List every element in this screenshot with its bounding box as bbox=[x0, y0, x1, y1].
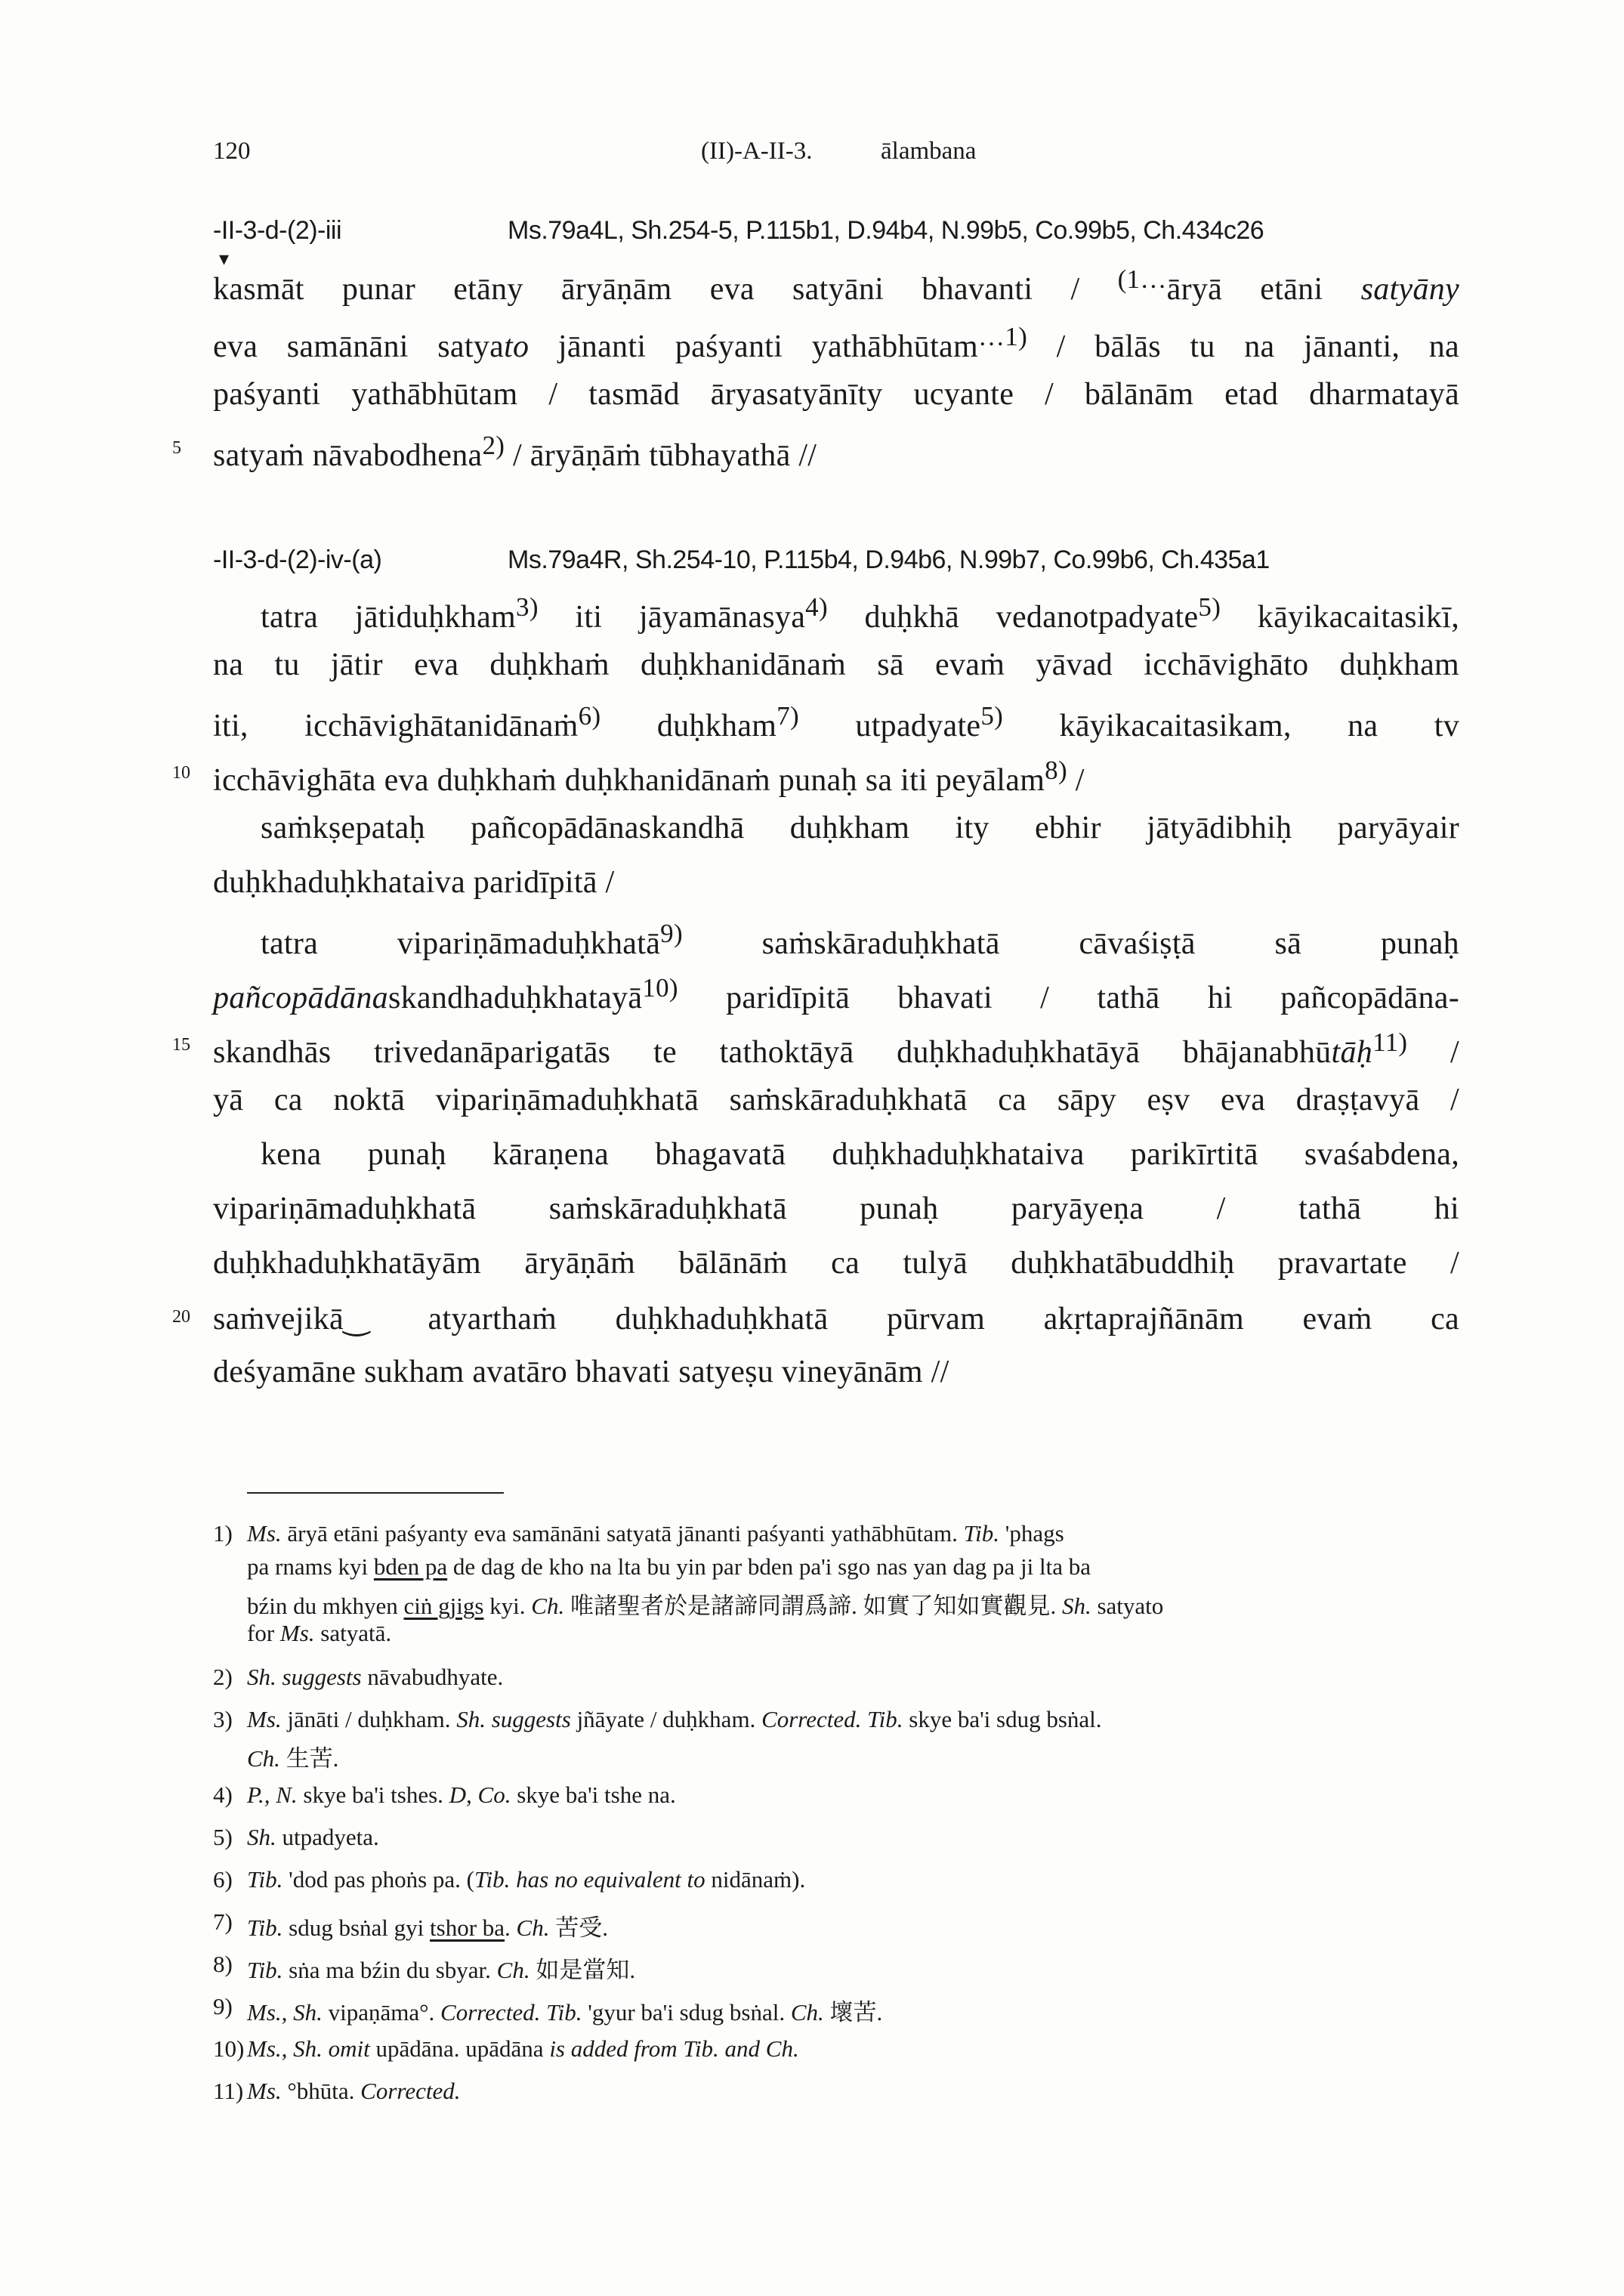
section-id: -II-3-d-(2)-iii bbox=[213, 216, 342, 245]
text-line: paśyanti yathābhūtam / tasmād āryasatyānīty ucyante / bālānām etad dharmatayā bbox=[213, 377, 1459, 412]
running-title: (II)-A-II-3. bbox=[701, 138, 813, 165]
footnote-number: 7) bbox=[213, 1908, 233, 1935]
text-line: tatra vipariṇāmaduḥkhatā$^{9)}$ saṁskāraduḥkhatā cāvaśiṣṭā sā punaḥ bbox=[261, 919, 1459, 961]
text-line: saṁkṣepataḥ pañcopādānaskandhā duḥkham ity ebhir jātyādibhiḥ paryāyair bbox=[261, 811, 1459, 845]
footnote-line: P., N. skye ba'i tshes. D, Co. skye ba'i tshe na. bbox=[247, 1781, 676, 1808]
text-line: iti, icchāvighātanidānaṁ$^{6)}$ duḥkham$^{7)}$ utpadyate$^{5)}$ kāyikacaitasikam, na tv bbox=[213, 701, 1459, 743]
page-number: 120 bbox=[213, 138, 251, 165]
text-line: na tu jātir eva duḥkhaṁ duḥkhanidānaṁ sā evaṁ yāvad icchāvighāto duḥkham bbox=[213, 647, 1459, 682]
footnote-rule bbox=[247, 1492, 504, 1494]
footnote-line: pa rnams kyi bden pa de dag de kho na lta bu yin par bden pa'i sgo nas yan dag pa ji lta ba bbox=[247, 1553, 1091, 1580]
text-line: kena punaḥ kāraṇena bhagavatā duḥkhaduḥkhataiva parikīrtitā svaśabdena, bbox=[261, 1137, 1459, 1172]
line-number: 15 bbox=[172, 1035, 190, 1055]
footnote-number: 4) bbox=[213, 1781, 233, 1808]
footnote-line: Sh. utpadyeta. bbox=[247, 1824, 379, 1850]
text-line: kasmāt punar etāny āryāṇām eva satyāni bhavanti / $^{(1\dots}$āryā etāni satyāny bbox=[213, 264, 1459, 307]
footnote-line: Tib. sṅa ma bźin du sbyar. Ch. 如是當知. bbox=[247, 1957, 636, 1983]
footnote-number: 2) bbox=[213, 1664, 233, 1690]
text-line: skandhās trivedanāparigatās te tathoktāyā duḥkhaduḥkhatāyā bhājanabhūtāḥ$^{11)}$ / bbox=[213, 1027, 1459, 1070]
footnote-line: Ch. 生苦. bbox=[247, 1745, 339, 1772]
line-number: 20 bbox=[172, 1307, 190, 1327]
footnote-line: Tib. 'dod pas phoṅs pa. (Tib. has no equivalent to nidānaṁ). bbox=[247, 1866, 806, 1893]
sigla-mark: ▾ bbox=[219, 248, 230, 270]
text-line: icchāvighāta eva duḥkhaṁ duḥkhanidānaṁ punaḥ sa iti peyālam$^{8)}$ / bbox=[213, 756, 1085, 798]
footnote-line: Ms. °bhūta. Corrected. bbox=[247, 2078, 461, 2104]
section-refs: Ms.79a4R, Sh.254-10, P.115b4, D.94b6, N.99b7, Co.99b6, Ch.435a1 bbox=[508, 545, 1270, 574]
text-line: vipariṇāmaduḥkhatā saṁskāraduḥkhatā punaḥ paryāyeṇa / tathā hi bbox=[213, 1191, 1459, 1226]
text-line: deśyamāne sukham avatāro bhavati satyeṣu vineyānām // bbox=[213, 1355, 949, 1389]
footnote-line: Ms. jānāti / duḥkham. Sh. suggests jñāyate / duḥkham. Corrected. Tib. skye ba'i sdug bsṅal. bbox=[247, 1706, 1102, 1732]
footnote-number: 10) bbox=[213, 2035, 245, 2062]
footnote-number: 5) bbox=[213, 1824, 233, 1850]
text-line: eva samānāni satyato jānanti paśyanti yathābhūtam$^{\dots 1)}$ / bālās tu na jānanti, na bbox=[213, 322, 1460, 364]
section-refs: Ms.79a4L, Sh.254-5, P.115b1, D.94b4, N.99b5, Co.99b5, Ch.434c26 bbox=[508, 216, 1264, 245]
text-line: saṁvejikā‿ atyarthaṁ duḥkhaduḥkhatā pūrvam akṛtaprajñānām evaṁ ca bbox=[213, 1302, 1459, 1337]
text-line: yā ca noktā vipariṇāmaduḥkhatā saṁskāraduḥkhatā ca sāpy eṣv eva draṣṭavyā / bbox=[213, 1083, 1459, 1117]
text-line: satyaṁ nāvabodhena$^{2)}$ / āryāṇāṁ tūbhayathā // bbox=[213, 431, 817, 473]
running-subject: ālambana bbox=[881, 138, 977, 165]
footnote-line: bźin du mkhyen ciṅ gjigs kyi. Ch. 唯諸聖者於是諸諦同謂爲諦. 如實了知如實觀見. Sh. satyato bbox=[247, 1593, 1164, 1619]
footnote-line: for Ms. satyatā. bbox=[247, 1620, 392, 1646]
footnote-line: Tib. sdug bsṅal gyi tshor ba. Ch. 苦受. bbox=[247, 1914, 608, 1941]
section-id: -II-3-d-(2)-iv-(a) bbox=[213, 545, 382, 574]
line-number: 5 bbox=[172, 438, 181, 458]
text-line: duḥkhaduḥkhataiva paridīpitā / bbox=[213, 865, 615, 900]
footnote-number: 9) bbox=[213, 1993, 233, 2019]
footnote-number: 8) bbox=[213, 1951, 233, 1977]
text-line: duḥkhaduḥkhatāyām āryāṇāṁ bālānāṁ ca tulyā duḥkhatābuddhiḥ pravartate / bbox=[213, 1246, 1459, 1281]
footnote-line: Ms., Sh. omit upādāna. upādāna is added from Tib. and Ch. bbox=[247, 2035, 799, 2062]
footnote-number: 3) bbox=[213, 1706, 233, 1732]
text-line: pañcopādānaskandhaduḥkhatayā$^{10)}$ paridīpitā bhavati / tathā hi pañcopādāna- bbox=[213, 973, 1459, 1015]
footnote-number: 11) bbox=[213, 2078, 244, 2104]
footnote-number: 6) bbox=[213, 1866, 233, 1893]
text-line: tatra jātiduḥkham$^{3)}$ iti jāyamānasya$^{4)}$ duḥkhā vedanotpadyate$^{5)}$ kāyikacaitasikī, bbox=[261, 592, 1459, 635]
footnote-line: Ms. āryā etāni paśyanty eva samānāni satyatā jānanti paśyanti yathābhūtam. Tib. 'phags bbox=[247, 1520, 1064, 1547]
footnote-number: 1) bbox=[213, 1520, 233, 1547]
footnote-line: Sh. suggests nāvabudhyate. bbox=[247, 1664, 504, 1690]
footnote-line: Ms., Sh. vipaṇāma°. Corrected. Tib. 'gyur ba'i sdug bsṅal. Ch. 壞苦. bbox=[247, 1999, 883, 2026]
line-number: 10 bbox=[172, 763, 190, 783]
